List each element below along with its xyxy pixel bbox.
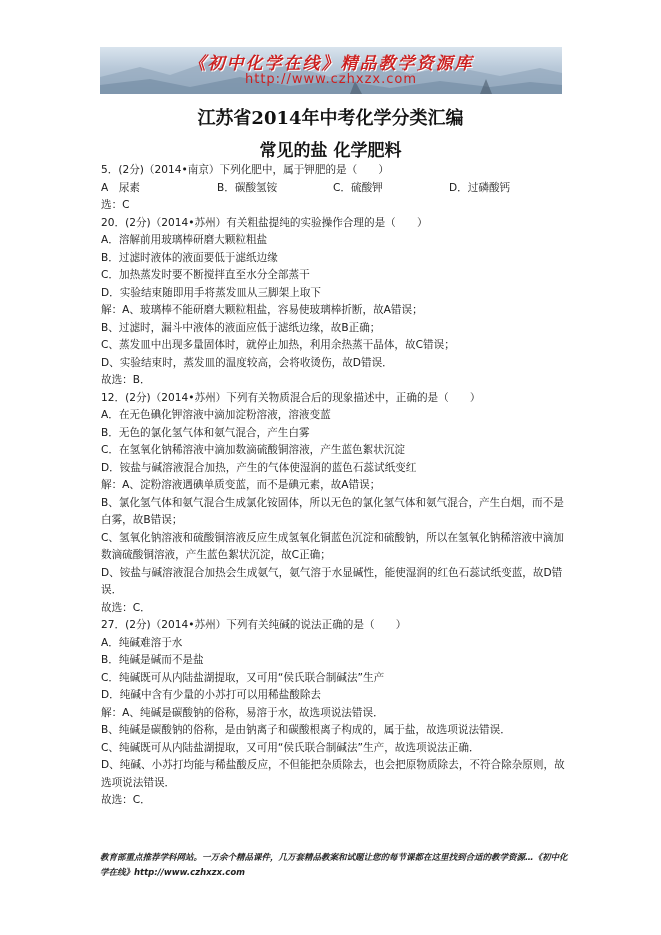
question-stem: 20．(2分)（2014•苏州）有关粗盐提纯的实验操作合理的是（ ） bbox=[101, 216, 428, 229]
document-subtitle: 常见的盐 化学肥料 bbox=[259, 141, 402, 161]
question-stem: 27．(2分)（2014•苏州）下列有关纯碱的说法正确的是（ ） bbox=[101, 619, 407, 631]
banner-title: 《初中化学在线》精品教学资源库 bbox=[188, 54, 474, 74]
option-c: C．加热蒸发时要不断搅拌直至水分全部蒸干 bbox=[101, 269, 310, 281]
document-title: 江苏省2014年中考化学分类汇编 bbox=[197, 108, 464, 129]
analysis-line: B、纯碱是碳酸钠的俗称，是由钠离子和碳酸根离子构成的，属于盐，故选项说法错误． bbox=[101, 724, 511, 736]
analysis-line: B、氯化氢气体和氨气混合生成氯化铵固体，所以无色的氯化氢气体和氨气混合，产生白烟，而不是白雾，故B错误； bbox=[101, 496, 564, 526]
option-b: B．碳酸氢铵 bbox=[217, 181, 278, 194]
option-b: B．过滤时液体的液面要低于滤纸边缘 bbox=[101, 251, 278, 264]
option-c: C．纯碱既可从内陆盐湖提取，又可用“侯氏联合制碱法”生产 bbox=[101, 671, 385, 684]
option-c: C．在氢氧化钠稀溶液中滴加数滴硫酸铜溶液，产生蓝色絮状沉淀 bbox=[101, 444, 406, 456]
option-a: A．纯碱难溶于水 bbox=[101, 636, 183, 649]
option-b: B．纯碱是碱而不是盐 bbox=[101, 654, 204, 666]
analysis-line: C、氢氧化钠溶液和硫酸铜溶液反应生成氢氧化铜蓝色沉淀和硫酸钠，所以在氢氧化钠稀溶液中滴加数滴硫酸铜溶液，产生蓝色絮状沉淀，故C正确； bbox=[101, 531, 564, 561]
analysis-line: D、实验结束时，蒸发皿的温度较高，会将收烫伤，故D错误． bbox=[101, 356, 393, 369]
analysis-line: D、铵盐与碱溶液混合加热会生成氨气，氨气溶于水显碱性，能使湿润的红色石蕊试纸变蓝，故D错误． bbox=[101, 566, 563, 596]
option-b: B．无色的氯化氢气体和氨气混合，产生白雾 bbox=[101, 426, 310, 439]
banner-url[interactable]: http://www.czhxzx.com bbox=[245, 72, 417, 87]
option-d: D．过磷酸钙 bbox=[449, 181, 511, 194]
analysis-line: D、纯碱、小苏打均能与稀盐酸反应，不但能把杂质除去，也会把原物质除去，不符合除杂原则，故选项说法错误． bbox=[101, 759, 565, 789]
option-c: C．硫酸钾 bbox=[333, 181, 383, 194]
answer-line: 故选：C． bbox=[101, 794, 151, 806]
analysis-line: 解：A、玻璃棒不能研磨大颗粒粗盐，容易使玻璃棒折断，故A错误； bbox=[101, 304, 423, 316]
question-options bbox=[101, 180, 571, 198]
option-d: D．纯碱中含有少量的小苏打可以用稀盐酸除去 bbox=[101, 689, 322, 701]
analysis-line: C、纯碱既可从内陆盐湖提取，又可用“侯氏联合制碱法”生产，故选项说法正确． bbox=[101, 741, 480, 754]
answer-line: 选：C bbox=[101, 199, 130, 211]
option-d: D．铵盐与碱溶液混合加热，产生的气体使湿润的蓝色石蕊试纸变红 bbox=[101, 461, 417, 474]
analysis-line: B、过滤时，漏斗中液体的液面应低于滤纸边缘，故B正确； bbox=[101, 321, 381, 334]
analysis-line: C、蒸发皿中出现多量固体时，就停止加热，利用余热蒸干晶体，故C错误； bbox=[101, 339, 455, 351]
option-a: A 尿素 bbox=[101, 181, 141, 194]
document-body bbox=[101, 162, 571, 810]
option-d: D．实验结束随即用手将蒸发皿从三脚架上取下 bbox=[101, 286, 322, 299]
analysis-line: 解：A、纯碱是碳酸钠的俗称，易溶于水，故选项说法错误． bbox=[101, 706, 384, 719]
answer-line: 故选：B． bbox=[101, 374, 151, 386]
question-stem: 12．(2分)（2014•苏州）下列有关物质混合后的现象描述中，正确的是（ ） bbox=[101, 391, 481, 404]
header-banner bbox=[100, 47, 562, 94]
option-a: A．在无色碘化钾溶液中滴加淀粉溶液，溶液变蓝 bbox=[101, 409, 331, 421]
answer-line: 故选：C． bbox=[101, 601, 151, 614]
option-a: A．溶解前用玻璃棒研磨大颗粒粗盐 bbox=[101, 234, 268, 246]
question-stem: 5．(2分)（2014•南京）下列化肥中，属于钾肥的是（ ） bbox=[101, 164, 390, 176]
page-footer: 教育部重点推荐学科网站。一万余个精品课件，几万套精品教案和试题让您的每节课都在这里找到合适的教学资源…《初中化学在线》http://www.czhxzx.com bbox=[100, 853, 568, 878]
analysis-line: 解：A、淀粉溶液遇碘单质变蓝，而不是碘元素，故A错误； bbox=[101, 479, 381, 491]
